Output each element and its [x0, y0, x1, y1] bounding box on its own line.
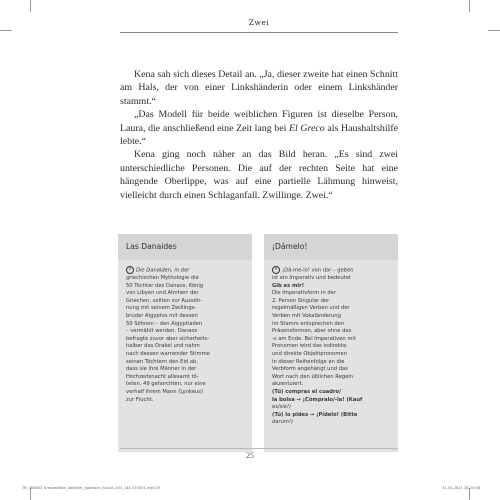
- box-line: nach dessen warnender Stimme: [126, 351, 210, 358]
- box-line: teten. 49 gehorchten, nur eine: [126, 381, 206, 388]
- paragraph: Kena sah sich dieses Detail an. „Ja, dieser zweite hat einen Schnitt am Hals, der von einer Linkshänderin oder einem Linkshänder stammt.“: [120, 69, 398, 107]
- box-line: zur Flucht.: [126, 396, 154, 403]
- box-line: regelmäßigen Verben und der: [272, 305, 350, 312]
- body-text: [120, 68, 398, 202]
- paragraph-part: El Greco: [288, 122, 325, 134]
- box-line: Pronomen wird das indirekte: [272, 343, 347, 350]
- box-content: [272, 266, 392, 427]
- box-line: griechischen Mythologie die: [126, 275, 199, 282]
- box-line: nung mit seinem Zwillings-: [126, 305, 197, 312]
- box-line: Wort nach den üblichen Regeln: [272, 373, 353, 380]
- info-box-las-danaides: [118, 242, 252, 452]
- info-icon: i: [126, 266, 134, 274]
- box-line: Präsensformen, aber ohne das: [272, 328, 352, 335]
- box-line-text: Die Danaiden, in der: [136, 267, 190, 274]
- box-line: befragte zuvor aber sicherheits-: [126, 335, 210, 342]
- box-line: verhalf ihrem Mann (Lynkeus): [126, 389, 204, 395]
- slug-file: TB_360833_Kreuzdeikon_Italiener_Spanisch_Schuß_003_144 210331.indd 25: [22, 486, 161, 490]
- box-line: Verbform angehängt und das: [272, 366, 348, 373]
- running-head-text: Zwei: [248, 18, 270, 27]
- box-line: -s am Ende. Bei Imperativen mit: [272, 335, 356, 342]
- paragraph: Kena ging noch näher an das Bild heran. „Es sind zwei unterschiedliche Personen. Die auf der rechten Seite hat eine hängende Oberlippe, was auf eine partielle Lähmung hinweist, vielleicht durch einen Schlaganfall. Zwillinge. Zwei.“: [120, 149, 398, 201]
- box-line: (Tú) lo pides → ¡Pídelo! (Bitte: [272, 411, 358, 418]
- paragraph-part: „Das Modell für beide weiblichen Figuren ist dieselbe Person, Laura, die anschließend eine Zeit lang bei: [120, 109, 398, 134]
- box-title: ¡Dámelo!: [264, 234, 398, 260]
- box-line: Gib es mir!: [272, 282, 305, 289]
- info-box-damelo: [264, 242, 398, 452]
- info-icon: i: [272, 266, 280, 274]
- box-line: 2. Person Singular der: [272, 297, 330, 304]
- crop-mark: [30, 0, 31, 12]
- crop-mark: [488, 30, 500, 31]
- box-content: [126, 266, 246, 404]
- page-number: 25: [246, 451, 254, 460]
- box-line: dass sie ihre Männer in der: [126, 366, 197, 373]
- box-line: in dieser Reihenfolge an die: [272, 358, 345, 365]
- box-line: von Libyen und Ahnherr der: [126, 290, 199, 297]
- box-line: (Tú) compras el cuadro/: [272, 389, 342, 395]
- box-line: halber das Orakel und nahm: [126, 343, 200, 350]
- paragraph-part: als Haushaltshilfe lebte.“: [120, 122, 399, 148]
- box-line: Die Imperativform in der: [272, 290, 336, 297]
- box-line-text: ¡Dá-me-lo! von dar – geben: [282, 267, 354, 274]
- box-line: Verben mit Vokaländerung: [272, 313, 341, 320]
- box-line: [272, 266, 392, 275]
- box-line: im Stamm entsprechen den: [272, 320, 345, 327]
- paragraph: [120, 108, 398, 148]
- box-line: 50 Söhnen – den Aigyptiaden: [126, 320, 203, 327]
- box-line: seinen Töchtern den Eid ab,: [126, 358, 198, 365]
- box-line: darum!): [272, 419, 294, 426]
- footer-rule: [120, 448, 398, 449]
- box-line: Griechen, sollten zur Aussöh-: [126, 297, 202, 304]
- box-line: – vermählt werden. Danaos: [126, 328, 198, 335]
- running-header: [120, 18, 398, 33]
- crop-mark: [469, 0, 470, 12]
- box-line: es/sie!): [272, 404, 292, 411]
- box-line: 50 Töchter des Danaos, König: [126, 282, 204, 289]
- box-line: und direkte Objektpronomen: [272, 351, 347, 358]
- box-line: la bolsa → ¡Cómpralo/-la! (Kauf: [272, 396, 363, 403]
- slug-date: 31.03.2021 18:23:08: [442, 486, 480, 490]
- box-line: [126, 266, 246, 275]
- box-line: ist ein Imperativ und bedeutet: [272, 275, 352, 282]
- crop-mark: [0, 30, 12, 31]
- box-line: Hochzeitsnacht allesamt tö-: [126, 373, 199, 380]
- box-line: bruder Aigyptos mit dessen: [126, 313, 198, 320]
- box-line: akzentuiert.: [272, 381, 304, 388]
- box-title: Las Danaides: [118, 234, 252, 260]
